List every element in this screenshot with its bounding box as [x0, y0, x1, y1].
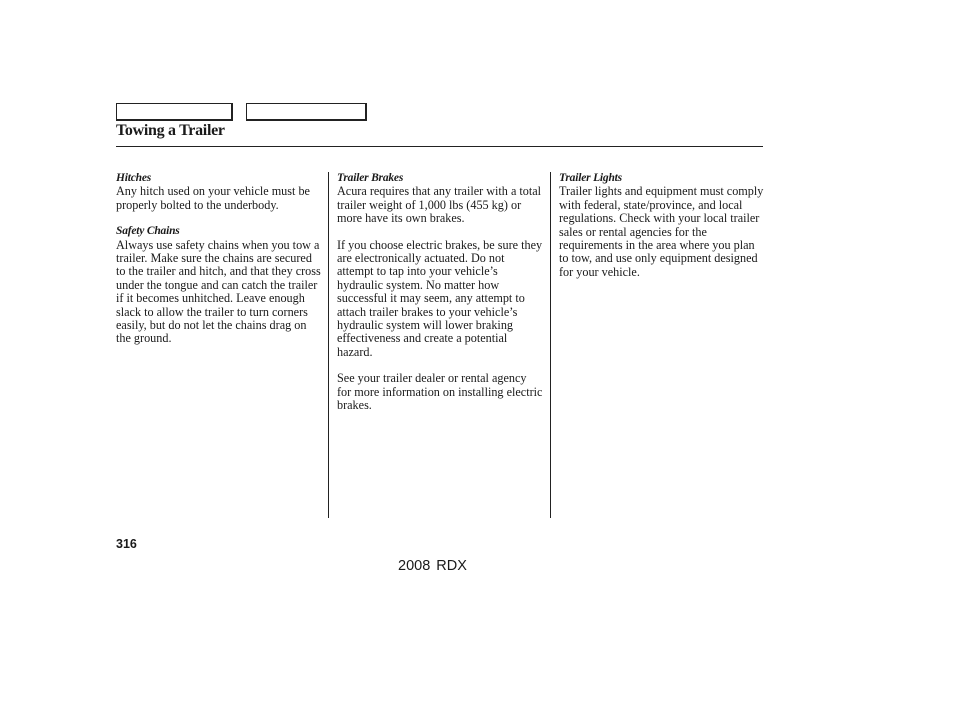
paragraph-safety-chains: Always use safety chains when you tow a trailer. Make sure the chains are secured to the trailer and hitch, and that they cross under the tongue and can catch the trailer if it becomes unhitched. Leave enough slack to allow the trailer to turn corners easily, but do not let the chains drag on the ground.	[116, 237, 321, 346]
title-rule	[116, 146, 763, 147]
footer-model: 2008 RDX	[398, 558, 467, 574]
paragraph-hitches: Any hitch used on your vehicle must be properly bolted to the underbody.	[116, 184, 310, 212]
paragraph-trailer-brakes-3: See your trailer dealer or rental agency for more information on installing electric brakes.	[337, 371, 543, 413]
heading-trailer-brakes: Trailer Brakes	[337, 172, 404, 184]
heading-hitches: Hitches	[116, 172, 152, 184]
heading-trailer-lights: Trailer Lights	[559, 172, 622, 184]
column-divider	[550, 172, 551, 518]
nav-button-main-menu[interactable]	[116, 103, 233, 121]
paragraph-trailer-brakes-1: Acura requires that any trailer with a total trailer weight of 1,000 lbs (455 kg) or more have its own brakes.	[337, 184, 542, 226]
column-divider	[328, 172, 329, 518]
heading-safety-chains: Safety Chains	[116, 225, 180, 238]
column-1	[116, 172, 322, 346]
column-2	[337, 172, 543, 413]
nav-button-index[interactable]	[246, 103, 367, 121]
page-number: 316	[116, 537, 137, 551]
paragraph-trailer-lights: Trailer lights and equipment must comply with federal, state/province, and local regulations. Check with your local trailer sales or rental agencies for the requirements in the area where you plan to tow, and use only equipment designed for your vehicle.	[559, 184, 764, 279]
page-title: Towing a Trailer	[116, 122, 225, 139]
column-3	[559, 172, 765, 279]
paragraph-trailer-brakes-2: If you choose electric brakes, be sure they are electronically actuated. Do not attempt to tap into your vehicle’s hydraulic system. No matter how successful it may seem, any attempt to attach trailer brakes to your vehicle’s hydraulic system will lower braking effectiveness and create a potential hazard.	[337, 237, 543, 359]
